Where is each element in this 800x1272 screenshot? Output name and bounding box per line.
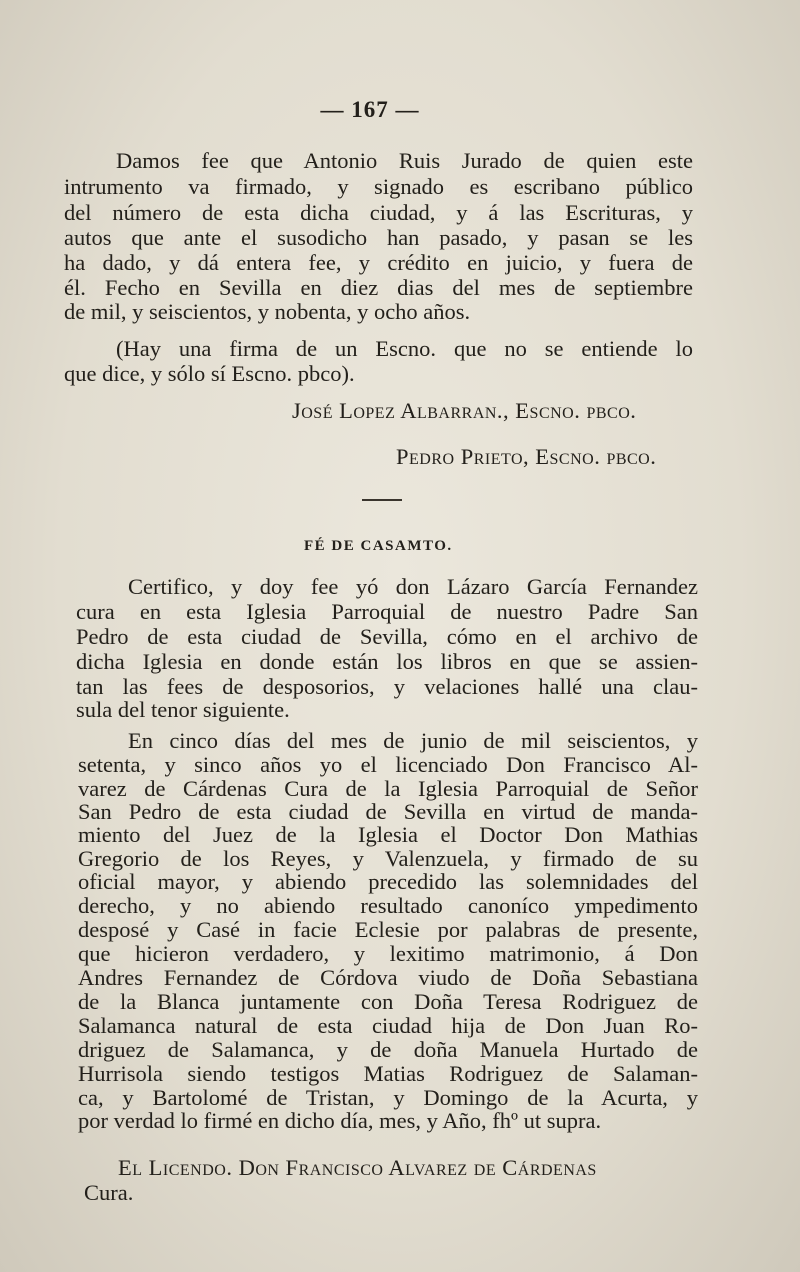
text-line: dicha Iglesia en donde están los libros en que se assien- bbox=[76, 649, 698, 674]
section-heading: FÉ DE CASAMTO. bbox=[304, 538, 453, 554]
signature-pedro-prieto: Pedro Prieto, Escno. pbco. bbox=[396, 444, 657, 469]
text-line: (Hay una firma de un Escno. que no se entiende lo bbox=[116, 336, 693, 361]
text-line: Damos fee que Antonio Ruis Jurado de quien este bbox=[116, 148, 693, 173]
text-line: él. Fecho en Sevilla en diez dias del mes de septiembre bbox=[64, 275, 693, 300]
text-line: oficial mayor, y abiendo precedido las solemnidades del bbox=[78, 869, 698, 894]
text-line: Gregorio de los Reyes, y Valenzuela, y firmado de su bbox=[78, 846, 698, 871]
text-line: San Pedro de esta ciudad de Sevilla en virtud de manda- bbox=[78, 799, 698, 824]
text-line: setenta, y sinco años yo el licenciado Don Francisco Al- bbox=[78, 752, 698, 777]
page-number: — 167 — bbox=[320, 97, 420, 122]
text-line: que dice, y sólo sí Escno. pbco). bbox=[64, 361, 355, 386]
closing-title: Cura. bbox=[84, 1180, 134, 1205]
text-line: ca, y Bartolomé de Tristan, y Domingo de la Acurta, y bbox=[78, 1085, 698, 1110]
text-line: de mil, y seiscientos, y nobenta, y ocho años. bbox=[64, 299, 471, 324]
text-line: que hicieron verdadero, y lexitimo matrimonio, á Don bbox=[78, 941, 698, 966]
signature-jose-lopez: José Lopez Albarran., Escno. pbco. bbox=[292, 398, 637, 423]
text-line: derecho, y no abiendo resultado canoníco ympedimento bbox=[78, 893, 698, 918]
text-line: En cinco días del mes de junio de mil seiscientos, y bbox=[128, 728, 698, 753]
text-line: autos que ante el susodicho han pasado, y pasan se les bbox=[64, 225, 693, 250]
text-line: por verdad lo firmé en dicho día, mes, y Año, fhº ut supra. bbox=[78, 1108, 602, 1133]
text-line: del número de esta dicha ciudad, y á las Escrituras, y bbox=[64, 200, 693, 225]
text-line: tan las fees de desposorios, y velaciones hallé una clau- bbox=[76, 674, 698, 699]
text-line: sula del tenor siguiente. bbox=[76, 697, 290, 722]
text-line: intrumento va firmado, y signado es escribano público bbox=[64, 174, 693, 199]
text-line: Certifico, y doy fee yó don Lázaro García Fernandez bbox=[128, 574, 698, 599]
text-line: miento del Juez de la Iglesia el Doctor Don Mathias bbox=[78, 822, 698, 847]
text-line: Pedro de esta ciudad de Sevilla, cómo en el archivo de bbox=[76, 624, 698, 649]
text-line: driguez de Salamanca, y de doña Manuela Hurtado de bbox=[78, 1037, 698, 1062]
text-line: varez de Cárdenas Cura de la Iglesia Parroquial de Señor bbox=[78, 776, 698, 801]
text-line: desposé y Casé in facie Eclesie por palabras de presente, bbox=[78, 917, 698, 942]
closing-signature: El Licendo. Don Francisco Alvarez de Cárdenas bbox=[118, 1155, 597, 1180]
section-divider bbox=[362, 499, 402, 501]
text-line: ha dado, y dá entera fee, y crédito en juicio, y fuera de bbox=[64, 250, 693, 275]
text-line: Salamanca natural de esta ciudad hija de Don Juan Ro- bbox=[78, 1013, 698, 1038]
text-line: Andres Fernandez de Córdova viudo de Doña Sebastiana bbox=[78, 965, 698, 990]
text-line: cura en esta Iglesia Parroquial de nuestro Padre San bbox=[76, 599, 698, 624]
text-line: Hurrisola siendo testigos Matias Rodriguez de Salaman- bbox=[78, 1061, 698, 1086]
text-line: de la Blanca juntamente con Doña Teresa Rodriguez de bbox=[78, 989, 698, 1014]
